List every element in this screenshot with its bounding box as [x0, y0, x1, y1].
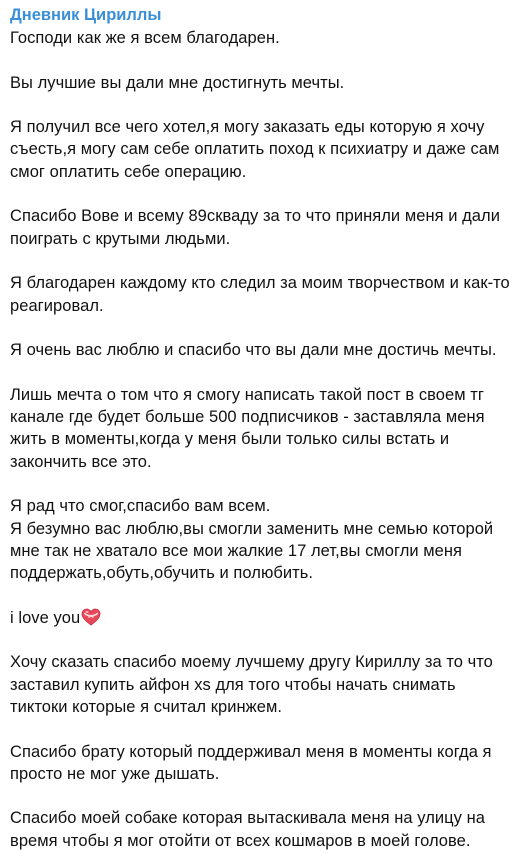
heart-with-ribbon-icon	[81, 608, 101, 626]
channel-name[interactable]: Дневник Цириллы	[10, 6, 162, 24]
post-paragraph-5: Я благодарен каждому кто следил за моим творчеством и как-то реагировал.	[10, 274, 510, 315]
love-text: i love you	[10, 608, 81, 627]
post-paragraph-9	[10, 607, 515, 629]
post-paragraph-10: Хочу сказать спасибо моему лучшему другу Кириллу за то что заставил купить айфон xs для того чтобы начать снимать тиктоки которые я считал кринжем.	[10, 653, 493, 716]
post-paragraph-4: Спасибо Вове и всему 89скваду за то что приняли меня и дали поиграть с крутыми людьми.	[10, 207, 500, 248]
post-paragraph-7: Лишь мечта о том что я смогу написать такой пост в своем тг канале где будет больше 500 подписчиков - заставляла меня жить в моменты,когда у меня были только силы встать и закончить все это.	[10, 385, 485, 471]
post-paragraph-8: Я рад что смог,спасибо вам всем. Я безумно вас люблю,вы смогли заменить мне семью которой мне так не хватало все мои жалкие 17 лет,вы смогли меня поддержать,обуть,обучить и полюбить.	[10, 497, 494, 583]
post-paragraph-11: Спасибо брату который поддерживал меня в моменты когда я просто не мог уже дышать.	[10, 742, 492, 783]
post-paragraph-12: Спасибо моей собаке которая вытаскивала меня на улицу на время чтобы я мог отойти от всех кошмаров в моей голове.	[10, 809, 485, 850]
post-paragraph-6: Я очень вас люблю и спасибо что вы дали мне достичь мечты.	[10, 341, 497, 360]
post-paragraph-1: Господи как же я всем благодарен.	[10, 29, 280, 47]
post-paragraph-2: Вы лучшие вы дали мне достигнуть мечты.	[10, 73, 345, 92]
post-paragraph-3: Я получил все чего хотел,я могу заказать еды которую я хочу съесть,я могу сам себе оплатить поход к психиатру и даже сам смог оплатить себе операцию.	[10, 118, 500, 181]
